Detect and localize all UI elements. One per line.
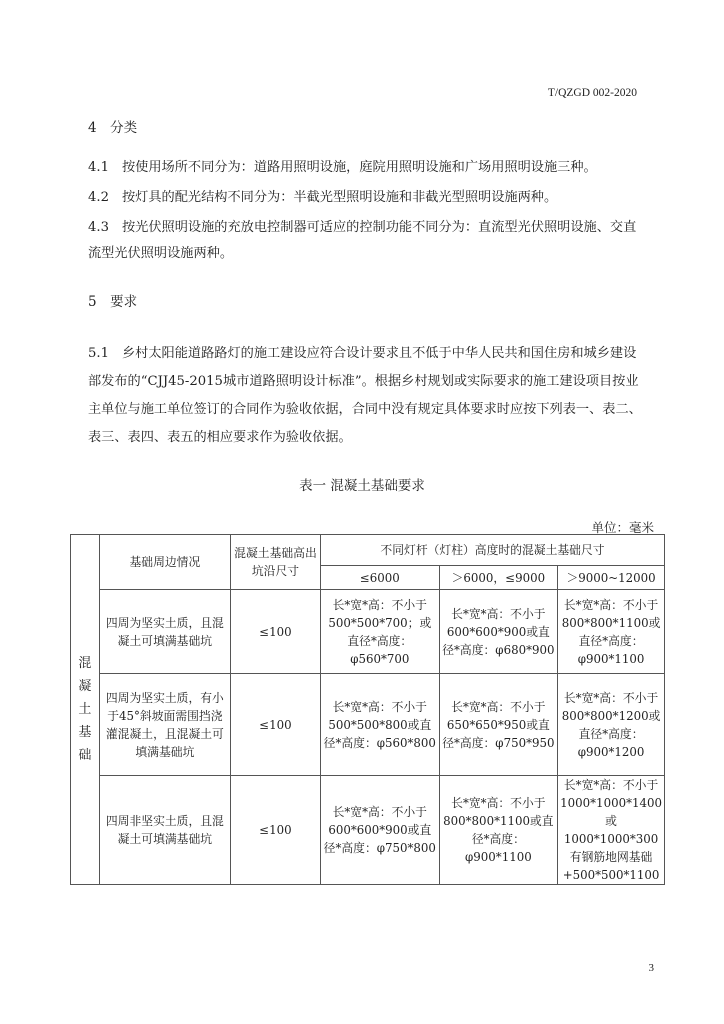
section-4-title: 4 分类 [88, 120, 138, 136]
size-cell: 长*宽*高：不小于600*600*900或直径*高度：φ680*900 [439, 590, 558, 674]
size-cell: 长*宽*高：不小于800*800*1100或直径*高度：φ900*1100 [439, 776, 558, 885]
page-number: 3 [648, 962, 654, 974]
depth-cell: ≤100 [230, 776, 320, 885]
table-row [71, 590, 665, 674]
condition-cell: 四周非坚实土质，且混凝土可填满基础坑 [99, 776, 230, 885]
depth-cell: ≤100 [230, 590, 320, 674]
size-cell: 长*宽*高：不小于600*600*900或直径*高度：φ750*800 [321, 776, 440, 885]
clause-number: 4.1 [88, 160, 109, 175]
size-cell: 长*宽*高：不小于650*650*950或直径*高度：φ750*950 [439, 674, 558, 776]
condition-cell: 四周为坚实土质，且混凝土可填满基础坑 [99, 590, 230, 674]
table-row [71, 674, 665, 776]
clause-4-3 [88, 215, 648, 267]
size-cell: 长*宽*高：不小于800*800*1100或直径*高度：φ900*1100 [558, 590, 665, 674]
table-header-row [71, 535, 665, 566]
clause-4-1 [88, 155, 648, 181]
section-5-title: 5 要求 [88, 294, 138, 310]
size-cell: 长*宽*高：不小于1000*1000*1400或1000*1000*300有钢筋地网基础+500*500*1100 [558, 776, 665, 885]
clause-text: 按使用场所不同分为：道路用照明设施，庭院用照明设施和广场用照明设施三种。 [122, 160, 597, 175]
clause-text: 乡村太阳能道路路灯的施工建设应符合设计要求且不低于中华人民共和国住房和城乡建设部发布的“CJJ45-2015城市道路照明设计标准”。根据乡村规划或实际要求的施工建设项目按业主单位与施工单位签订的合同作为验收依据，合同中没有规定具体要求时应按下列表一、表二、表三、表四、表五的相应要求作为验收依据。 [88, 346, 642, 445]
header-condition: 基础周边情况 [99, 535, 230, 590]
size-cell: 长*宽*高：不小于500*500*700；或直径*高度：φ560*700 [321, 590, 440, 674]
condition-cell: 四周为坚实土质，有小于45°斜坡面需围挡浇灌混凝土，且混凝土可填满基础坑 [99, 674, 230, 776]
clause-5-1 [88, 340, 648, 452]
header-size-group: 不同灯杆（灯柱）高度时的混凝土基础尺寸 [321, 535, 665, 566]
header-col-1: ≤6000 [321, 566, 440, 590]
header-depth: 混凝土基础高出坑沿尺寸 [230, 535, 320, 590]
table-caption: 表一 混凝土基础要求 [299, 478, 425, 494]
size-cell: 长*宽*高：不小于500*500*800或直径*高度：φ560*800 [321, 674, 440, 776]
clause-number: 5.1 [88, 346, 109, 361]
concrete-foundation-table [70, 534, 665, 885]
table-row [71, 776, 665, 885]
header-col-2: ＞6000，≤9000 [439, 566, 558, 590]
clause-4-2 [88, 185, 648, 211]
table-unit: 单位：毫米 [591, 520, 654, 535]
depth-cell: ≤100 [230, 674, 320, 776]
clause-text: 按灯具的配光结构不同分为：半截光型照明设施和非截光型照明设施两种。 [122, 190, 558, 205]
document-code: T/QZGD 002-2020 [547, 87, 637, 99]
size-cell: 长*宽*高：不小于800*800*1200或直径*高度：φ900*1200 [558, 674, 665, 776]
header-col-3: ＞9000~12000 [558, 566, 665, 590]
clause-number: 4.3 [88, 220, 109, 235]
category-cell: 混 凝 土 基 础 [71, 535, 100, 885]
clause-text: 按光伏照明设施的充放电控制器可适应的控制功能不同分为：直流型光伏照明设施、交直流型光伏照明设施两种。 [88, 220, 637, 261]
clause-number: 4.2 [88, 190, 109, 205]
